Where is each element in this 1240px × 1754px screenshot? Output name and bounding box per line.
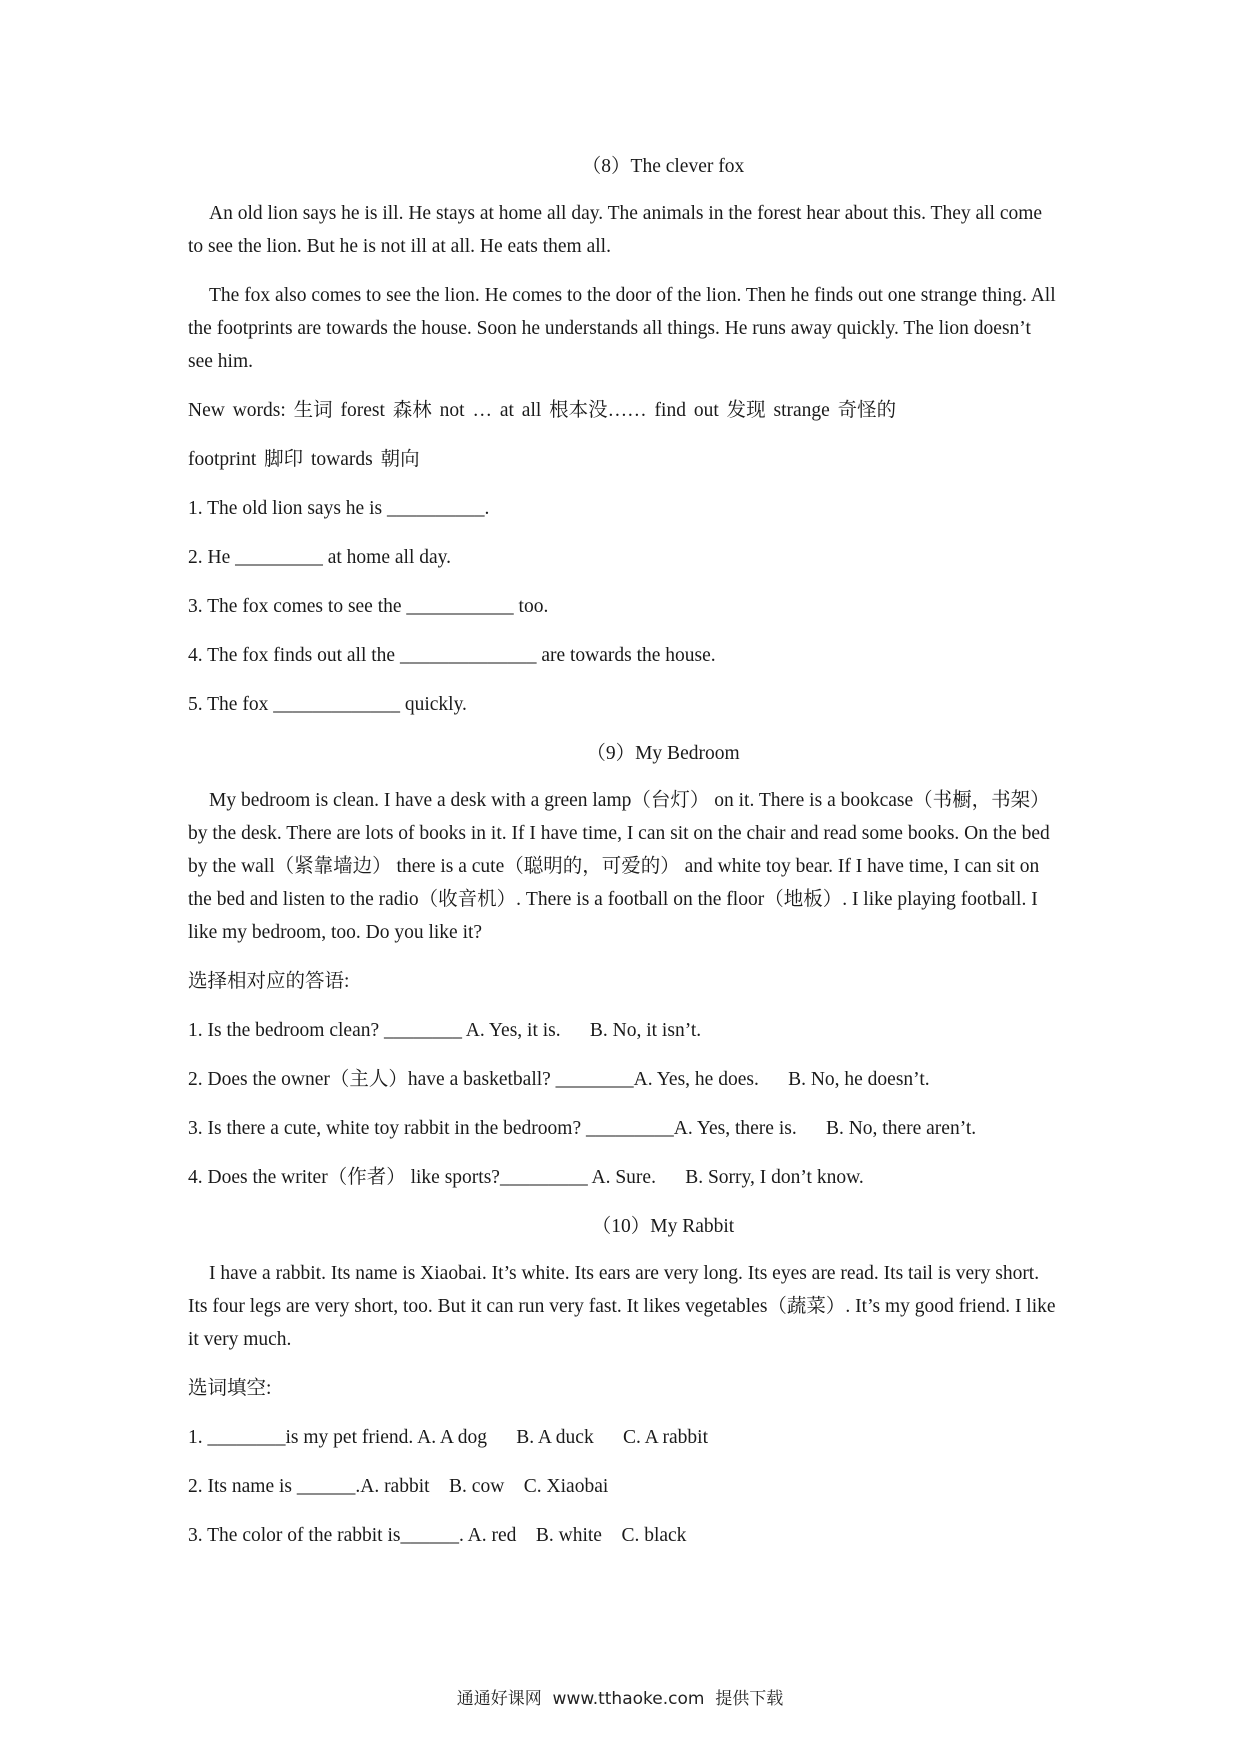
worksheet-page xyxy=(188,150,1058,1568)
section-8-title: （8）The clever fox xyxy=(581,156,745,177)
section-9-instruction: 选择相对应的答语: xyxy=(188,971,350,992)
question-item: 3. Is there a cute, white toy rabbit in the bedroom? _________A. Yes, there is. B. No, there aren’t. xyxy=(188,1118,977,1139)
question-item: 4. The fox finds out all the ______________ are towards the house. xyxy=(188,645,716,666)
question-item: 1. Is the bedroom clean? ________ A. Yes, it is. B. No, it isn’t. xyxy=(188,1020,702,1041)
question-item: 3. The color of the rabbit is______. A. red B. white C. black xyxy=(188,1525,687,1546)
section-10-paragraph: I have a rabbit. Its name is Xiaobai. It’s white. Its ears are very long. Its eyes are read. Its tail is very short. Its four legs are very short, too. But it can run very fast. It likes vegetables（蔬菜）. It’s my good friend. I like it very much. xyxy=(188,1263,1056,1350)
question-item: 1. ________is my pet friend. A. A dog B. A duck C. A rabbit xyxy=(188,1427,709,1448)
section-8-paragraph-2: The fox also comes to see the lion. He comes to the door of the lion. Then he finds out one strange thing. All the footprints are towards the house. Soon he understands all things. He runs away quickly. The lion doesn’t see him. xyxy=(188,285,1056,372)
question-item: 3. The fox comes to see the ___________ too. xyxy=(188,596,549,617)
new-words-line-1: New words: 生词 forest 森林 not … at all 根本没…… find out 发现 strange 奇怪的 xyxy=(188,400,897,421)
section-10-title: （10）My Rabbit xyxy=(591,1216,735,1237)
page-footer: 通通好课网 www.tthaoke.com 提供下载 xyxy=(456,1689,784,1709)
new-words-line-2: footprint 脚印 towards 朝向 xyxy=(188,449,420,470)
question-item: 1. The old lion says he is __________. xyxy=(188,498,490,519)
question-item: 2. He _________ at home all day. xyxy=(188,547,452,568)
section-8-paragraph-1: An old lion says he is ill. He stays at home all day. The animals in the forest hear about this. They all come to see the lion. But he is not ill at all. He eats them all. xyxy=(188,203,1043,257)
section-9-paragraph: My bedroom is clean. I have a desk with a green lamp（台灯） on it. There is a bookcase（书橱，书架） by the desk. There are lots of books in it. If I have time, I can sit on the chair and read some books. On the bed by the wall（紧靠墙边） there is a cute（聪明的，可爱的） and white toy bear. If I have time, I can sit on the bed and listen to the radio（收音机）. There is a football on the floor（地板）. I like playing football. I like my bedroom, too. Do you like it? xyxy=(188,790,1050,943)
question-item: 5. The fox _____________ quickly. xyxy=(188,694,467,715)
question-item: 4. Does the writer（作者） like sports?_________ A. Sure. B. Sorry, I don’t know. xyxy=(188,1167,864,1188)
question-item: 2. Its name is ______.A. rabbit B. cow C. Xiaobai xyxy=(188,1476,609,1497)
question-item: 2. Does the owner（主人）have a basketball? ________A. Yes, he does. B. No, he doesn’t. xyxy=(188,1069,930,1090)
section-9-title: （9）My Bedroom xyxy=(586,743,740,764)
section-10-instruction: 选词填空: xyxy=(188,1378,272,1399)
